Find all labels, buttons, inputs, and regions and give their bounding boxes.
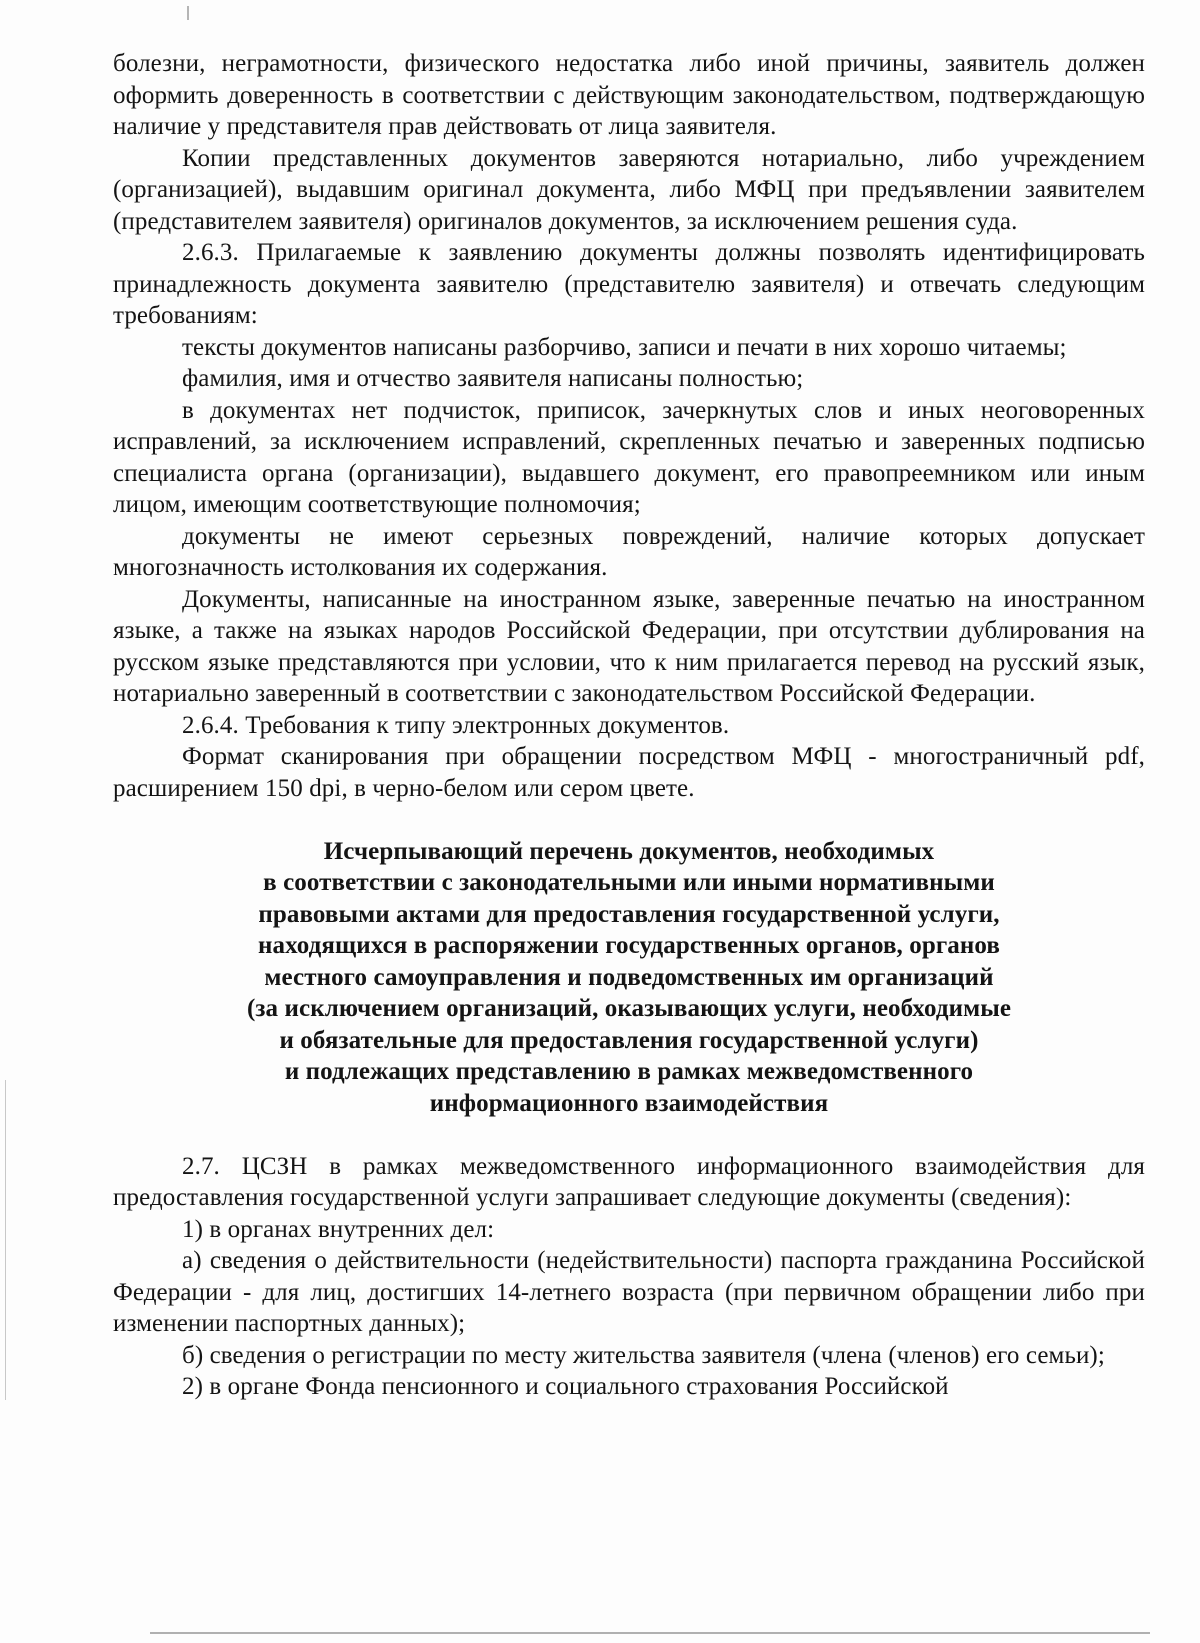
paragraph-foreign-language: Документы, написанные на иностранном языке, заверенные печатью на иностранном языке, а также на языках народов Российской Федерации, при отсутствии дублирования на русском языке представляются при условии, что к ним прилагается перевод на русский язык, нотариально заверенный в соответствии с законодательством Российской Федерации. [113,585,1145,707]
paragraph-continuation: болезни, неграмотности, физического недостатка либо иной причины, заявитель должен оформить доверенность в соответствии с действующим законодательством, подтверждающую наличие у представителя прав действовать от лица заявителя. [113,50,1145,140]
heading-line: информационного взаимодействия [429,1089,829,1117]
paragraph-2-6-3: 2.6.3. Прилагаемые к заявлению документы должны позволять идентифицировать принадлежность документа заявителю (представителю заявителя) и отвечать следующим требованиям: [113,239,1145,329]
item-registration: б) сведения о регистрации по месту жительства заявителя (члена (членов) его семьи); [182,1341,1105,1369]
heading-line: (за исключением организаций, оказывающих услуги, необходимые [246,995,1012,1022]
paragraph-2-7: 2.7. ЦСЗН в рамках межведомственного информационного взаимодействия для предоставления государственной услуги запрашивает следующие документы (сведения): [113,1152,1145,1211]
heading-line: и обязательные для предоставления государственной услуги) [279,1026,979,1054]
scan-artifact-left [5,1080,6,1400]
requirement-no-corrections: в документах нет подчисток, приписок, зачеркнутых слов и иных неоговоренных исправлений, за исключением исправлений, скрепленных печатью и заверенных подписью специалиста органа (организации), выдавшего документ, его правопреемником или иным лицом, имеющим соответствующие полномочия; [113,396,1145,518]
scan-artifact-top [187,6,189,20]
requirement-full-name: фамилия, имя и отчество заявителя написаны полностью; [182,365,804,392]
document-body [113,48,1145,1403]
heading-line: Исчерпывающий перечень документов, необходимых [323,837,935,865]
item-passport-validity: а) сведения о действительности (недействительности) паспорта гражданина Российской Федерации - для лиц, достигших 14-летнего возраста (при первичном обращении либо при изменении паспортных данных); [113,1247,1145,1337]
heading-line: правовыми актами для предоставления государственной услуги, [258,900,1000,928]
paragraph-2-6-4: 2.6.4. Требования к типу электронных документов. [182,711,730,739]
requirement-legible: тексты документов написаны разборчиво, записи и печати в них хорошо читаемы; [182,333,1067,361]
paragraph-scan-format: Формат сканирования при обращении посредством МФЦ - многостраничный pdf, расширением 150 dpi, в черно-белом или сером цвете. [113,743,1145,802]
heading-line: в соответствии с законодательными или иными нормативными [263,869,995,896]
paragraph-copies: Копии представленных документов заверяются нотариально, либо учреждением (организацией), выдавшим оригинал документа, либо МФЦ при предъявлении заявителем (представителем заявителя) оригиналов документов, за исключением решения суда. [113,144,1145,235]
item-pension-fund: 2) в органе Фонда пенсионного и социального страхования Российской [182,1373,949,1400]
scan-artifact-bottom [150,1632,1150,1634]
section-heading [113,836,1145,1120]
item-internal-affairs: 1) в органах внутренних дел: [182,1215,495,1243]
heading-line: и подлежащих представлению в рамках межведомственного [284,1058,974,1085]
heading-line: находящихся в распоряжении государственных органов, органов [257,932,1000,959]
requirement-no-damage: документы не имеют серьезных повреждений, наличие которых допускает многозначность истолкования их содержания. [113,522,1145,581]
heading-line: местного самоуправления и подведомственных им организаций [264,963,994,991]
